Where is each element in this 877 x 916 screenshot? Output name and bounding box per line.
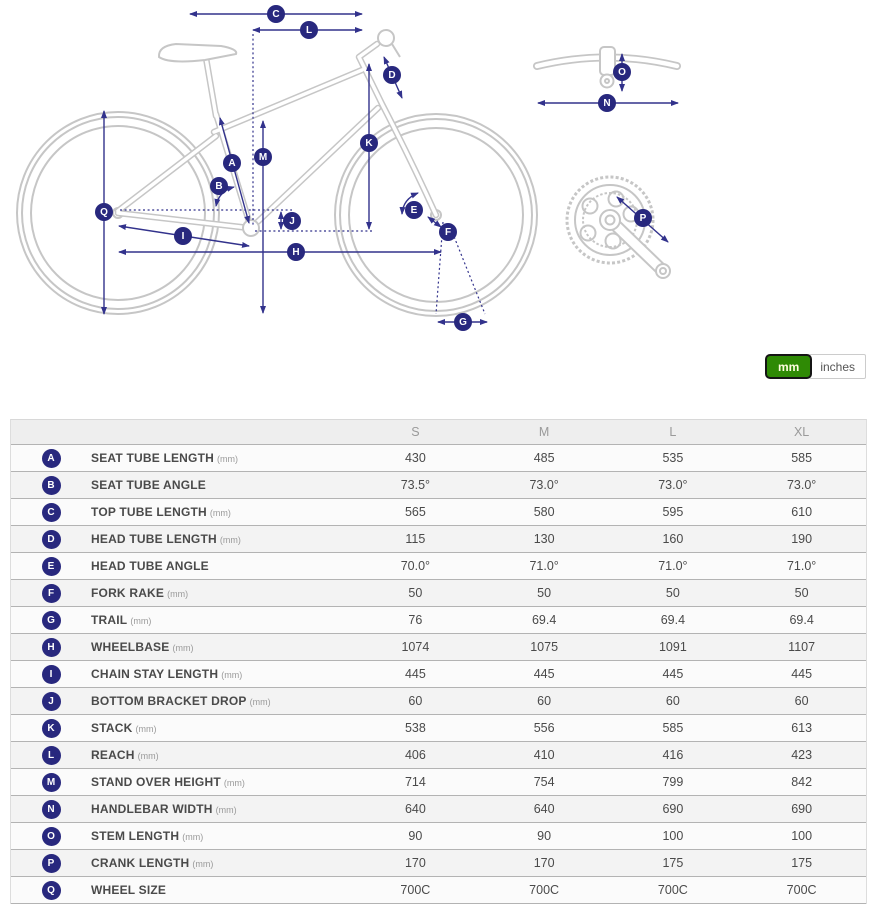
- value-O-M: 90: [537, 829, 552, 843]
- value-H-L: 1091: [658, 640, 687, 654]
- table-row-P: [11, 850, 866, 877]
- row-badge-cell: [11, 692, 91, 711]
- row-badge-cell: [11, 665, 91, 684]
- table-row-Q: [11, 877, 866, 904]
- value-P-M: 170: [533, 856, 555, 870]
- value-D-L: 160: [662, 532, 684, 546]
- row-unit: (mm): [167, 589, 189, 599]
- value-G-XL: 69.4: [789, 613, 814, 627]
- row-label: [91, 478, 351, 492]
- reference-lines: [120, 34, 485, 314]
- value-L-XL: 423: [791, 748, 813, 762]
- row-label: [91, 802, 351, 816]
- row-badge-K: K: [42, 719, 61, 738]
- value-N-M: 640: [533, 802, 555, 816]
- row-label: [91, 505, 351, 519]
- value-D-XL: 190: [791, 532, 813, 546]
- bike-geometry-diagram: [0, 0, 877, 410]
- row-label: [91, 613, 351, 627]
- bottom-bracket: [243, 220, 259, 236]
- diagram-badge-P: P: [634, 209, 652, 227]
- row-unit: (mm): [209, 508, 231, 518]
- row-badge-cell: [11, 800, 91, 819]
- row-unit: (mm): [130, 616, 152, 626]
- diagram-badge-J: J: [283, 212, 301, 230]
- saddle: [159, 44, 236, 61]
- diagram-badge-L: L: [300, 21, 318, 39]
- value-E-L: 71.0°: [658, 559, 688, 573]
- table-body: [11, 445, 866, 904]
- table-row-E: [11, 553, 866, 580]
- row-unit: (mm): [182, 832, 204, 842]
- table-row-F: [11, 580, 866, 607]
- row-badge-O: O: [42, 827, 61, 846]
- size-header-M: M: [538, 425, 550, 439]
- row-badge-cell: [11, 746, 91, 765]
- row-unit: (mm): [223, 778, 245, 788]
- value-E-M: 71.0°: [529, 559, 559, 573]
- row-badge-E: E: [42, 557, 61, 576]
- units-inches-button[interactable]: inches: [809, 354, 866, 379]
- row-label-text: SEAT TUBE LENGTH: [91, 451, 214, 465]
- row-badge-cell: [11, 881, 91, 900]
- value-M-M: 754: [533, 775, 555, 789]
- handlebar-top-view: [537, 47, 677, 88]
- value-K-L: 585: [662, 721, 684, 735]
- row-label: [91, 451, 351, 465]
- row-label: [91, 829, 351, 843]
- row-unit: (mm): [221, 670, 243, 680]
- diagram-badge-C: C: [267, 5, 285, 23]
- value-P-L: 175: [662, 856, 684, 870]
- row-badge-cell: [11, 449, 91, 468]
- value-H-XL: 1107: [788, 640, 816, 654]
- row-label-text: TRAIL: [91, 613, 128, 627]
- row-unit: (mm): [172, 643, 194, 653]
- diagram-svg: [0, 0, 877, 410]
- row-badge-cell: [11, 719, 91, 738]
- value-K-XL: 613: [791, 721, 813, 735]
- value-E-S: 70.0°: [400, 559, 431, 573]
- row-label-text: REACH: [91, 748, 135, 762]
- row-label-text: BOTTOM BRACKET DROP: [91, 694, 247, 708]
- units-toggle: [765, 354, 866, 379]
- value-A-L: 535: [662, 451, 684, 465]
- value-I-S: 445: [404, 667, 426, 681]
- diagram-badge-N: N: [598, 94, 616, 112]
- row-badge-F: F: [42, 584, 61, 603]
- row-unit: (mm): [216, 454, 238, 464]
- row-label: [91, 748, 351, 762]
- table-row-J: [11, 688, 866, 715]
- size-header-XL: XL: [793, 425, 810, 439]
- handlebar-grip: [378, 30, 394, 46]
- row-label-text: CHAIN STAY LENGTH: [91, 667, 219, 681]
- value-C-M: 580: [533, 505, 555, 519]
- row-label-text: WHEEL SIZE: [91, 883, 167, 897]
- value-Q-S: 700C: [400, 883, 431, 897]
- value-B-S: 73.5°: [400, 478, 431, 492]
- value-C-XL: 610: [791, 505, 813, 519]
- units-mm-button[interactable]: mm: [765, 354, 812, 379]
- row-label-text: HEAD TUBE LENGTH: [91, 532, 217, 546]
- value-D-M: 130: [533, 532, 555, 546]
- row-label: [91, 775, 351, 789]
- row-label: [91, 694, 351, 708]
- table-row-H: [11, 634, 866, 661]
- value-F-M: 50: [537, 586, 552, 600]
- row-label-text: HEAD TUBE ANGLE: [91, 559, 209, 573]
- value-G-S: 76: [408, 613, 423, 627]
- value-F-L: 50: [665, 586, 680, 600]
- value-H-S: 1074: [401, 640, 430, 654]
- row-label: [91, 532, 351, 546]
- value-N-XL: 690: [791, 802, 813, 816]
- value-I-XL: 445: [791, 667, 813, 681]
- row-badge-B: B: [42, 476, 61, 495]
- row-label-text: WHEELBASE: [91, 640, 170, 654]
- table-row-I: [11, 661, 866, 688]
- value-N-L: 690: [662, 802, 684, 816]
- value-J-M: 60: [537, 694, 552, 708]
- diagram-badge-I: I: [174, 227, 192, 245]
- row-label-text: SEAT TUBE ANGLE: [91, 478, 207, 492]
- row-label-text: CRANK LENGTH: [91, 856, 190, 870]
- row-label-text: TOP TUBE LENGTH: [91, 505, 207, 519]
- value-O-L: 100: [662, 829, 684, 843]
- table-row-N: [11, 796, 866, 823]
- value-O-XL: 100: [791, 829, 813, 843]
- table-row-A: [11, 445, 866, 472]
- crankset: [567, 177, 670, 278]
- row-badge-cell: [11, 476, 91, 495]
- row-badge-cell: [11, 584, 91, 603]
- row-badge-cell: [11, 638, 91, 657]
- row-badge-cell: [11, 611, 91, 630]
- value-C-S: 565: [404, 505, 426, 519]
- value-Q-XL: 700C: [786, 883, 817, 897]
- row-badge-cell: [11, 827, 91, 846]
- row-label: [91, 559, 351, 573]
- diagram-badge-G: G: [454, 313, 472, 331]
- row-label-text: STAND OVER HEIGHT: [91, 775, 221, 789]
- row-label: [91, 586, 351, 600]
- value-L-L: 416: [662, 748, 684, 762]
- row-label: [91, 721, 351, 735]
- value-B-M: 73.0°: [529, 478, 559, 492]
- value-G-L: 69.4: [660, 613, 686, 627]
- table-row-C: [11, 499, 866, 526]
- row-badge-D: D: [42, 530, 61, 549]
- table-row-O: [11, 823, 866, 850]
- diagram-badge-E: E: [405, 201, 423, 219]
- table-row-M: [11, 769, 866, 796]
- row-unit: (mm): [137, 751, 159, 761]
- row-badge-G: G: [42, 611, 61, 630]
- value-H-M: 1075: [530, 640, 559, 654]
- size-header-S: S: [411, 425, 420, 439]
- diagram-badge-M: M: [254, 148, 272, 166]
- size-header-row: [11, 420, 866, 445]
- row-badge-P: P: [42, 854, 61, 873]
- row-label: [91, 667, 351, 681]
- value-B-XL: 73.0°: [786, 478, 817, 492]
- diagram-badge-O: O: [613, 63, 631, 81]
- row-badge-H: H: [42, 638, 61, 657]
- value-P-XL: 175: [791, 856, 813, 870]
- diagram-badge-K: K: [360, 134, 378, 152]
- value-M-XL: 842: [791, 775, 813, 789]
- value-I-L: 445: [662, 667, 684, 681]
- table-row-K: [11, 715, 866, 742]
- row-unit: (mm): [135, 724, 157, 734]
- value-B-L: 73.0°: [658, 478, 688, 492]
- value-F-S: 50: [408, 586, 423, 600]
- row-badge-Q: Q: [42, 881, 61, 900]
- value-A-S: 430: [404, 451, 426, 465]
- table-row-D: [11, 526, 866, 553]
- value-J-S: 60: [408, 694, 423, 708]
- value-K-M: 556: [533, 721, 555, 735]
- value-M-S: 714: [404, 775, 426, 789]
- row-label-text: FORK RAKE: [91, 586, 165, 600]
- row-unit: (mm): [215, 805, 237, 815]
- value-J-XL: 60: [794, 694, 809, 708]
- row-label: [91, 640, 351, 654]
- value-Q-M: 700C: [529, 883, 560, 897]
- row-label-text: HANDLEBAR WIDTH: [91, 802, 213, 816]
- value-O-S: 90: [408, 829, 423, 843]
- value-Q-L: 700C: [657, 883, 688, 897]
- row-badge-cell: [11, 557, 91, 576]
- brake-lever: [392, 44, 400, 57]
- row-badge-cell: [11, 854, 91, 873]
- diagram-badge-H: H: [287, 243, 305, 261]
- value-J-L: 60: [665, 694, 680, 708]
- value-I-M: 445: [533, 667, 555, 681]
- row-unit: (mm): [249, 697, 271, 707]
- value-L-S: 406: [404, 748, 426, 762]
- value-D-S: 115: [405, 532, 426, 546]
- diagram-badge-F: F: [439, 223, 457, 241]
- row-badge-I: I: [42, 665, 61, 684]
- value-A-M: 485: [533, 451, 555, 465]
- row-label: [91, 856, 351, 870]
- row-badge-L: L: [42, 746, 61, 765]
- value-F-XL: 50: [794, 586, 809, 600]
- diagram-badge-A: A: [223, 154, 241, 172]
- bike-line-art: [17, 30, 677, 316]
- row-badge-M: M: [42, 773, 61, 792]
- value-K-S: 538: [404, 721, 426, 735]
- row-unit: (mm): [219, 535, 241, 545]
- diagram-badge-Q: Q: [95, 203, 113, 221]
- diagram-badge-B: B: [210, 177, 228, 195]
- row-badge-C: C: [42, 503, 61, 522]
- row-label-text: STEM LENGTH: [91, 829, 180, 843]
- table-row-B: [11, 472, 866, 499]
- table-row-L: [11, 742, 866, 769]
- value-N-S: 640: [404, 802, 426, 816]
- row-unit: (mm): [192, 859, 214, 869]
- row-badge-N: N: [42, 800, 61, 819]
- value-E-XL: 71.0°: [786, 559, 817, 573]
- table-row-G: [11, 607, 866, 634]
- value-M-L: 799: [662, 775, 684, 789]
- value-P-S: 170: [404, 856, 426, 870]
- value-L-M: 410: [533, 748, 555, 762]
- row-badge-J: J: [42, 692, 61, 711]
- row-label: [91, 883, 351, 897]
- row-label-text: STACK: [91, 721, 133, 735]
- value-A-XL: 585: [791, 451, 813, 465]
- diagram-badge-D: D: [383, 66, 401, 84]
- value-C-L: 595: [662, 505, 684, 519]
- geometry-table: [10, 419, 867, 904]
- row-badge-cell: [11, 773, 91, 792]
- value-G-M: 69.4: [531, 613, 557, 627]
- row-badge-cell: [11, 503, 91, 522]
- row-badge-A: A: [42, 449, 61, 468]
- size-header-L: L: [669, 425, 677, 439]
- row-badge-cell: [11, 530, 91, 549]
